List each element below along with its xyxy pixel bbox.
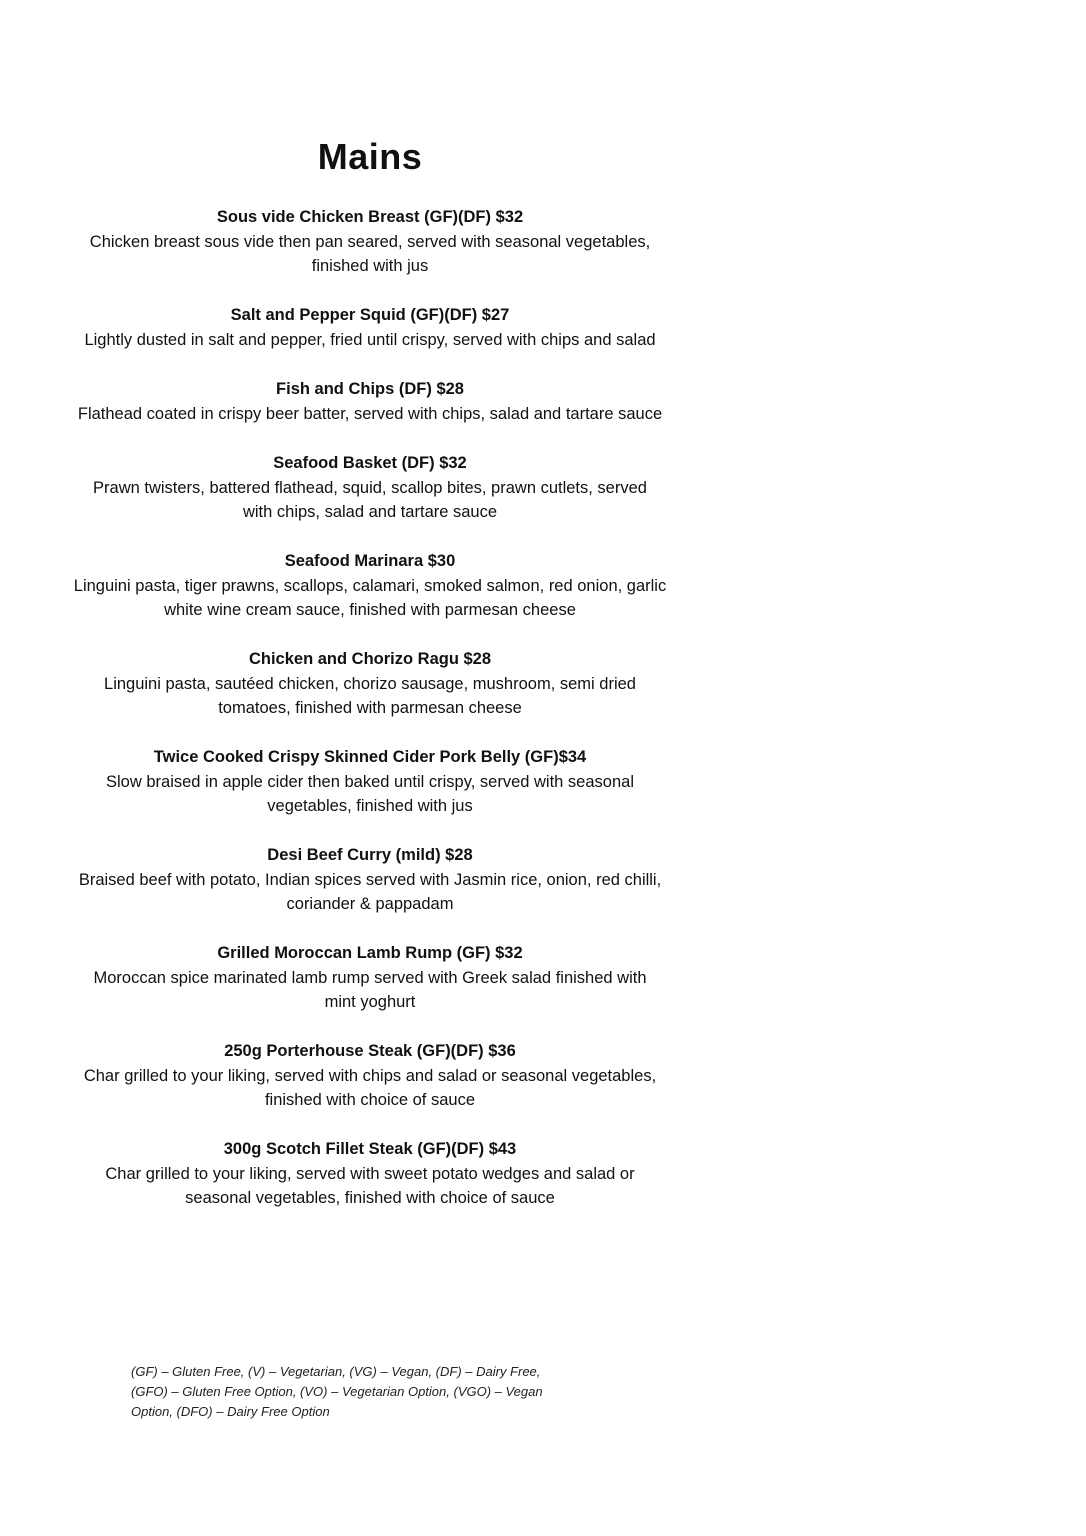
menu-item-description-line: Char grilled to your liking, served with sweet potato wedges and salad or	[105, 1165, 635, 1183]
menu-item-description-line: Prawn twisters, battered flathead, squid, scallop bites, prawn cutlets, served	[93, 479, 647, 497]
menu-item	[0, 302, 740, 352]
menu-item-description	[30, 868, 710, 916]
menu-item-description-line: Chicken breast sous vide then pan seared, served with seasonal vegetables,	[89, 233, 651, 251]
menu-item-name: Grilled Moroccan Lamb Rump (GF) $32	[217, 944, 523, 962]
menu-item-name: Fish and Chips (DF) $28	[276, 380, 464, 398]
menu-item	[0, 376, 740, 426]
menu-item-description-line: Char grilled to your liking, served with chips and salad or seasonal vegetables,	[83, 1067, 657, 1085]
dietary-legend-line: (GFO) – Gluten Free Option, (VO) – Vegetarian Option, (VGO) – Vegan	[131, 1384, 543, 1399]
menu-item	[0, 842, 740, 916]
menu-item	[0, 646, 740, 720]
menu-item	[0, 940, 740, 1014]
menu-items-list	[0, 204, 740, 1234]
menu-item-description-line: finished with jus	[311, 257, 429, 275]
menu-item-name: Seafood Marinara $30	[284, 552, 456, 570]
menu-item-name: Chicken and Chorizo Ragu $28	[248, 650, 492, 668]
menu-item-description-line: Slow braised in apple cider then baked until crispy, served with seasonal	[106, 773, 634, 791]
menu-item-description	[30, 476, 710, 524]
menu-item-description-line: Linguini pasta, tiger prawns, scallops, calamari, smoked salmon, red onion, garlic	[73, 577, 667, 595]
menu-item-description	[30, 770, 710, 818]
menu-item-description-line: finished with choice of sauce	[264, 1091, 476, 1109]
menu-item-name: 300g Scotch Fillet Steak (GF)(DF) $43	[223, 1140, 517, 1158]
menu-item-description	[30, 1162, 710, 1210]
menu-item-name: Twice Cooked Crispy Skinned Cider Pork Belly (GF)$34	[153, 748, 587, 766]
menu-item-name: Seafood Basket (DF) $32	[273, 454, 467, 472]
menu-item-description-line: Linguini pasta, sautéed chicken, chorizo sausage, mushroom, semi dried	[104, 675, 636, 693]
menu-item	[0, 204, 740, 278]
menu-item-description	[30, 328, 710, 352]
menu-item-description	[30, 672, 710, 720]
menu-item-description	[30, 574, 710, 622]
menu-item-description-line: tomatoes, finished with parmesan cheese	[218, 699, 522, 717]
dietary-legend-line: Option, (DFO) – Dairy Free Option	[131, 1404, 330, 1419]
menu-item	[0, 1038, 740, 1112]
menu-item-description-line: Moroccan spice marinated lamb rump served with Greek salad finished with	[93, 969, 647, 987]
menu-item	[0, 450, 740, 524]
menu-item-description	[30, 402, 710, 426]
menu-item-description-line: mint yoghurt	[324, 993, 416, 1011]
menu-item-description	[30, 966, 710, 1014]
menu-item-description-line: white wine cream sauce, finished with parmesan cheese	[164, 601, 576, 619]
menu-item-description	[30, 1064, 710, 1112]
menu-item-name: 250g Porterhouse Steak (GF)(DF) $36	[224, 1042, 516, 1060]
menu-item-description-line: vegetables, finished with jus	[267, 797, 473, 815]
menu-item	[0, 1136, 740, 1210]
menu-item-description-line: seasonal vegetables, finished with choice of sauce	[185, 1189, 555, 1207]
menu-item-description-line: coriander & pappadam	[286, 895, 454, 913]
menu-item-description-line: with chips, salad and tartare sauce	[242, 503, 498, 521]
menu-item	[0, 548, 740, 622]
page-title: Mains	[317, 136, 423, 177]
menu-item-name: Desi Beef Curry (mild) $28	[267, 846, 473, 864]
menu-item-description-line: Lightly dusted in salt and pepper, fried until crispy, served with chips and salad	[84, 331, 656, 349]
menu-item	[0, 744, 740, 818]
menu-item-name: Sous vide Chicken Breast (GF)(DF) $32	[216, 208, 524, 226]
menu-item-description-line: Flathead coated in crispy beer batter, served with chips, salad and tartare sauce	[77, 405, 663, 423]
dietary-legend-line: (GF) – Gluten Free, (V) – Vegetarian, (VG) – Vegan, (DF) – Dairy Free,	[131, 1364, 541, 1379]
menu-item-description	[30, 230, 710, 278]
menu-item-description-line: Braised beef with potato, Indian spices served with Jasmin rice, onion, red chilli,	[78, 871, 662, 889]
menu-item-name: Salt and Pepper Squid (GF)(DF) $27	[230, 306, 510, 324]
dietary-legend	[131, 1362, 611, 1422]
